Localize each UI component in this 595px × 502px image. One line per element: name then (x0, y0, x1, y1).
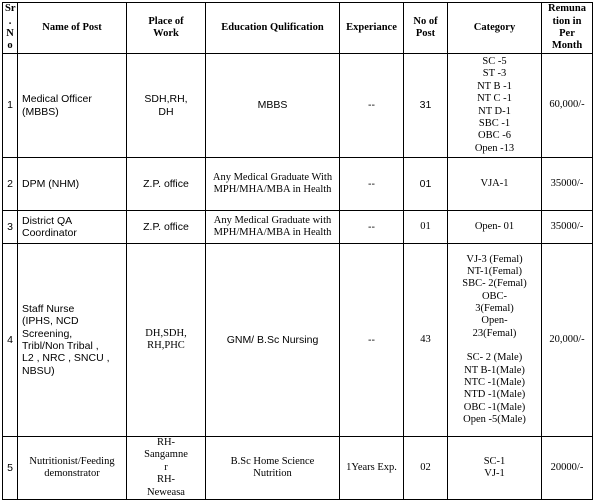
cell-sr: 4 (3, 244, 18, 437)
cell-remuneration: 20,000/- (542, 244, 593, 437)
cell-post: Staff Nurse (IPHS, NCD Screening, Tribl/Non Tribal , L2 , NRC , SNCU , NBSU) (18, 244, 127, 437)
cell-remuneration: 35000/- (542, 158, 593, 211)
cell-posts: 43 (404, 244, 448, 437)
cell-experience: -- (340, 54, 404, 158)
header-no-of-post: No of Post (404, 3, 448, 54)
cell-sr: 3 (3, 211, 18, 244)
header-category: Category (448, 3, 542, 54)
cell-posts: 02 (404, 437, 448, 500)
cell-sr: 5 (3, 437, 18, 500)
cell-category: Open- 01 (448, 211, 542, 244)
cell-place: DH,SDH, RH,PHC (127, 244, 206, 437)
cell-posts: 01 (404, 211, 448, 244)
header-name-of-post: Name of Post (18, 3, 127, 54)
cell-education: Any Medical Graduate with MPH/MHA/MBA in Health (206, 211, 340, 244)
table-row (3, 158, 593, 211)
cell-education: Any Medical Graduate With MPH/MHA/MBA in Health (206, 158, 340, 211)
header-place-of-work: Place of Work (127, 3, 206, 54)
cell-place: Z.P. office (127, 158, 206, 211)
table-row (3, 244, 593, 437)
cell-category: VJ-3 (Femal) NT-1(Femal) SBC- 2(Femal) OBC- 3(Femal) Open- 23(Femal) SC- 2 (Male) NT B-1(Male) NTC -1(Male) NTD -1(Male) OBC -1(Male) Open -5(Male) (448, 244, 542, 437)
cell-posts: 01 (404, 158, 448, 211)
header-sr-no: Sr . N o (3, 3, 18, 54)
table-row (3, 437, 593, 500)
cell-experience: -- (340, 244, 404, 437)
cell-remuneration: 35000/- (542, 211, 593, 244)
cell-place: RH- Sangamne r RH- Neweasa (127, 437, 206, 500)
cell-remuneration: 60,000/- (542, 54, 593, 158)
cell-category: SC -5 ST -3 NT B -1 NT C -1 NT D-1 SBC -1 OBC -6 Open -13 (448, 54, 542, 158)
table-row (3, 54, 593, 158)
cell-post: Nutritionist/Feeding demonstrator (18, 437, 127, 500)
header-education: Education Qulification (206, 3, 340, 54)
cell-remuneration: 20000/- (542, 437, 593, 500)
table-header-row (3, 3, 593, 54)
cell-experience: -- (340, 211, 404, 244)
cell-posts: 31 (404, 54, 448, 158)
cell-category: SC-1 VJ-1 (448, 437, 542, 500)
cell-post: DPM (NHM) (18, 158, 127, 211)
table-row (3, 211, 593, 244)
cell-experience: 1Years Exp. (340, 437, 404, 500)
header-remuneration: Remuna tion in Per Month (542, 3, 593, 54)
cell-post: Medical Officer (MBBS) (18, 54, 127, 158)
cell-place: SDH,RH, DH (127, 54, 206, 158)
cell-education: MBBS (206, 54, 340, 158)
cell-sr: 2 (3, 158, 18, 211)
cell-education: B.Sc Home Science Nutrition (206, 437, 340, 500)
cell-post: District QA Coordinator (18, 211, 127, 244)
header-experience: Experiance (340, 3, 404, 54)
cell-education: GNM/ B.Sc Nursing (206, 244, 340, 437)
cell-sr: 1 (3, 54, 18, 158)
cell-experience: -- (340, 158, 404, 211)
cell-place: Z.P. office (127, 211, 206, 244)
cell-category: VJA-1 (448, 158, 542, 211)
recruitment-table (2, 2, 593, 500)
